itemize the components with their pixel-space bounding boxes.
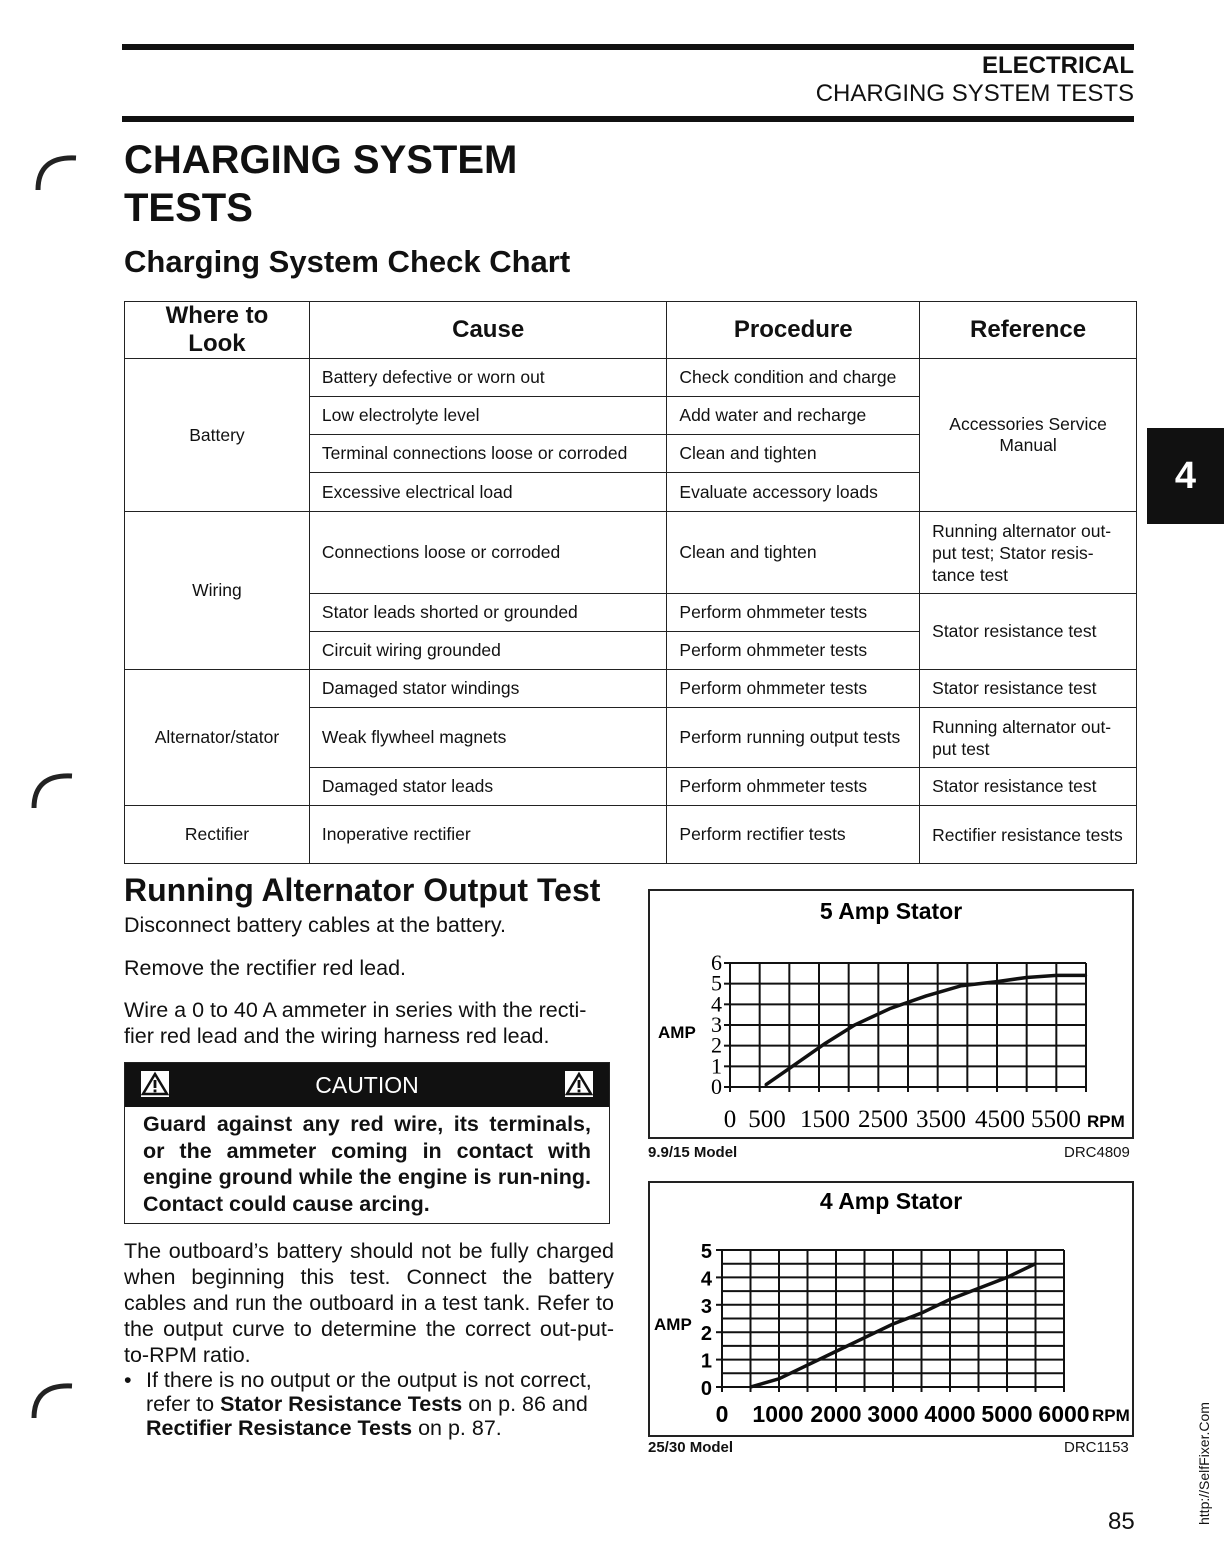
data-point xyxy=(853,1024,855,1026)
y-tick-label: 3 xyxy=(700,1295,712,1318)
data-point xyxy=(1085,974,1087,976)
paragraph: Remove the rectifier red lead. xyxy=(124,956,407,980)
x-axis-label: RPM xyxy=(1092,1406,1130,1425)
warning-icon xyxy=(141,1071,169,1097)
where-cell: Battery xyxy=(125,359,310,512)
procedure-cell: Clean and tighten xyxy=(667,435,920,473)
procedure-cell: Perform ohmmeter tests xyxy=(667,670,920,708)
rectifier-tests-reference: Rectifier Resistance Tests xyxy=(146,1416,413,1440)
reference-cell: Running alternator out-put test xyxy=(920,708,1137,768)
reference-cell: Running alternator out-put test; Stator resis-tance test xyxy=(920,512,1137,594)
watermark: http://SelfFixer.Com xyxy=(1196,1402,1212,1525)
binder-mark-top xyxy=(34,150,84,200)
header-subsection: CHARGING SYSTEM TESTS xyxy=(815,80,1134,107)
procedure-cell: Perform ohmmeter tests xyxy=(667,768,920,806)
section-tab: 4 xyxy=(1147,428,1224,524)
output-curve-line xyxy=(766,975,1086,1085)
table-row xyxy=(125,512,1137,594)
cause-cell: Damaged stator leads xyxy=(309,768,666,806)
reference-cell: Stator resistance test xyxy=(920,594,1137,670)
x-tick-label: 4000 xyxy=(924,1401,976,1427)
cause-cell: Circuit wiring grounded xyxy=(309,632,666,670)
header-rule-top xyxy=(122,44,1134,50)
cause-cell: Terminal connections loose or corroded xyxy=(309,435,666,473)
column-header: Procedure xyxy=(667,302,920,359)
x-tick-label: 1500 xyxy=(800,1106,850,1133)
data-point xyxy=(863,1336,865,1338)
x-tick-label: 500 xyxy=(748,1106,786,1133)
x-tick-label: 1000 xyxy=(752,1401,804,1427)
table-row xyxy=(125,806,1137,864)
y-tick-label: 0 xyxy=(700,1378,712,1400)
data-point xyxy=(949,1298,951,1300)
y-tick-label: 2 xyxy=(700,1323,712,1346)
warning-icon xyxy=(565,1071,593,1097)
chart-4-amp-stator xyxy=(648,1181,1134,1437)
running-header xyxy=(816,52,1134,108)
data-point xyxy=(794,1063,796,1065)
procedure-cell: Add water and recharge xyxy=(667,397,920,435)
bullet-item xyxy=(124,1368,614,1440)
y-axis-label: AMP xyxy=(658,1023,696,1042)
procedure-cell: Perform ohmmeter tests xyxy=(667,632,920,670)
data-point xyxy=(892,1323,894,1325)
x-tick-label: 2000 xyxy=(810,1401,862,1427)
table-row xyxy=(125,359,1137,397)
data-point xyxy=(925,995,927,997)
where-cell: Rectifier xyxy=(125,806,310,864)
cause-cell: Weak flywheel magnets xyxy=(309,708,666,768)
paragraph: Wire a 0 to 40 A ammeter in series with the recti-fier red lead and the wiring harness red lead. xyxy=(124,998,587,1048)
bullet-dot: • xyxy=(124,1368,132,1392)
y-tick-label: 4 xyxy=(711,991,722,1017)
y-tick-label: 1 xyxy=(711,1053,722,1079)
cause-cell: Stator leads shorted or grounded xyxy=(309,594,666,632)
reference-cell: Accessories Service Manual xyxy=(920,359,1137,512)
procedure-cell: Evaluate accessory loads xyxy=(667,473,920,512)
caution-label: CAUTION xyxy=(315,1072,419,1098)
data-point xyxy=(1034,1263,1036,1265)
y-tick-label: 1 xyxy=(700,1350,712,1373)
cause-cell: Low electrolyte level xyxy=(309,397,666,435)
chart-5-amp-svg xyxy=(650,891,1132,1137)
x-tick-label: 0 xyxy=(723,1106,737,1133)
check-chart-table xyxy=(124,301,1137,864)
caution-box xyxy=(124,1062,610,1224)
chart-code: DRC4809 xyxy=(1064,1144,1130,1161)
procedure-cell: Clean and tighten xyxy=(667,512,920,594)
y-tick-label: 2 xyxy=(711,1032,722,1058)
page-title-line1: CHARGING SYSTEM xyxy=(124,138,518,182)
reference-cell: Stator resistance test xyxy=(920,670,1137,708)
x-tick-label: 4500 xyxy=(975,1106,1025,1133)
chart-5-amp-stator xyxy=(648,889,1134,1139)
data-point xyxy=(824,1042,826,1044)
column-header: Reference xyxy=(920,302,1137,359)
column-header: Where to Look xyxy=(125,302,310,359)
data-point xyxy=(749,1386,751,1388)
where-cell: Wiring xyxy=(125,512,310,670)
header-rule-bottom xyxy=(122,116,1134,122)
binder-mark-middle xyxy=(30,768,80,818)
cause-cell: Damaged stator windings xyxy=(309,670,666,708)
column-header: Cause xyxy=(309,302,666,359)
chart-title: 4 Amp Stator xyxy=(819,1188,963,1214)
x-tick-label: 5000 xyxy=(981,1401,1033,1427)
y-axis-label: AMP xyxy=(654,1315,692,1334)
data-point xyxy=(1006,1276,1008,1278)
data-point xyxy=(977,1287,979,1289)
table-row xyxy=(125,670,1137,708)
chart-model-label: 9.9/15 Model xyxy=(648,1144,738,1161)
bullet-text: on p. 86 and xyxy=(462,1392,588,1416)
table-header-row xyxy=(125,302,1137,359)
chart-4-amp-svg xyxy=(650,1183,1132,1435)
bullet-text: on p. 87. xyxy=(412,1416,502,1440)
data-point xyxy=(1025,976,1027,978)
y-tick-label: 4 xyxy=(700,1268,712,1291)
paragraph: The outboard’s battery should not be fully charged when beginning this test. Connect the battery cables and run the outboard in a test tank. Refer to the output curve to determine the correct out-put-to-RPM ratio. xyxy=(124,1239,614,1367)
header-section: ELECTRICAL xyxy=(982,52,1134,79)
data-point xyxy=(806,1364,808,1366)
y-tick-label: 0 xyxy=(711,1074,722,1099)
cause-cell: Battery defective or worn out xyxy=(309,359,666,397)
page-number: 85 xyxy=(1108,1508,1135,1535)
stator-tests-reference: Stator Resistance Tests xyxy=(220,1392,463,1416)
y-tick-label: 6 xyxy=(711,950,722,975)
data-point xyxy=(1055,974,1057,976)
procedure-cell: Perform rectifier tests xyxy=(667,806,920,864)
binder-mark-bottom xyxy=(30,1378,80,1428)
reference-cell: Stator resistance test xyxy=(920,768,1137,806)
x-tick-label: 6000 xyxy=(1038,1401,1090,1427)
bullet-text: If there is no output or the output is not correct, refer to xyxy=(146,1368,592,1416)
chart-title: 5 Amp Stator xyxy=(819,898,963,924)
data-point xyxy=(835,1350,837,1352)
chart-code: DRC1153 xyxy=(1064,1439,1129,1456)
procedure-cell: Perform running output tests xyxy=(667,708,920,768)
data-point xyxy=(996,980,998,982)
caution-bar xyxy=(125,1063,609,1107)
procedure-cell: Perform ohmmeter tests xyxy=(667,594,920,632)
reference-cell: Rectifier resistance tests xyxy=(920,806,1137,864)
data-point xyxy=(764,1084,766,1086)
x-axis-label: RPM xyxy=(1087,1112,1125,1131)
y-tick-label: 5 xyxy=(711,970,722,996)
paragraph: Disconnect battery cables at the battery. xyxy=(124,913,507,937)
x-tick-label: 2500 xyxy=(858,1106,908,1133)
data-point xyxy=(960,985,962,987)
chart-model-label: 25/30 Model xyxy=(648,1439,734,1456)
cause-cell: Excessive electrical load xyxy=(309,473,666,512)
x-tick-label: 3000 xyxy=(867,1401,919,1427)
data-point xyxy=(920,1312,922,1314)
page-title-line2: TESTS xyxy=(124,186,253,230)
procedure-cell: Check condition and charge xyxy=(667,359,920,397)
page-title xyxy=(124,136,517,232)
data-point xyxy=(889,1007,891,1009)
caution-text: Guard against any red wire, its terminals, or the ammeter coming in contact with engine ground while the engine is run-ning. Contact could cause arcing. xyxy=(143,1112,591,1216)
data-point xyxy=(778,1378,780,1380)
y-tick-label: 3 xyxy=(711,1012,722,1037)
running-test-title: Running Alternator Output Test xyxy=(124,872,601,908)
cause-cell: Connections loose or corroded xyxy=(309,512,666,594)
cause-cell: Inoperative rectifier xyxy=(309,806,666,864)
x-tick-label: 3500 xyxy=(916,1106,966,1133)
where-cell: Alternator/stator xyxy=(125,670,310,806)
check-chart-title: Charging System Check Chart xyxy=(124,244,571,279)
x-tick-label: 5500 xyxy=(1031,1106,1081,1133)
y-tick-label: 5 xyxy=(700,1241,712,1263)
x-tick-label: 0 xyxy=(715,1401,729,1427)
